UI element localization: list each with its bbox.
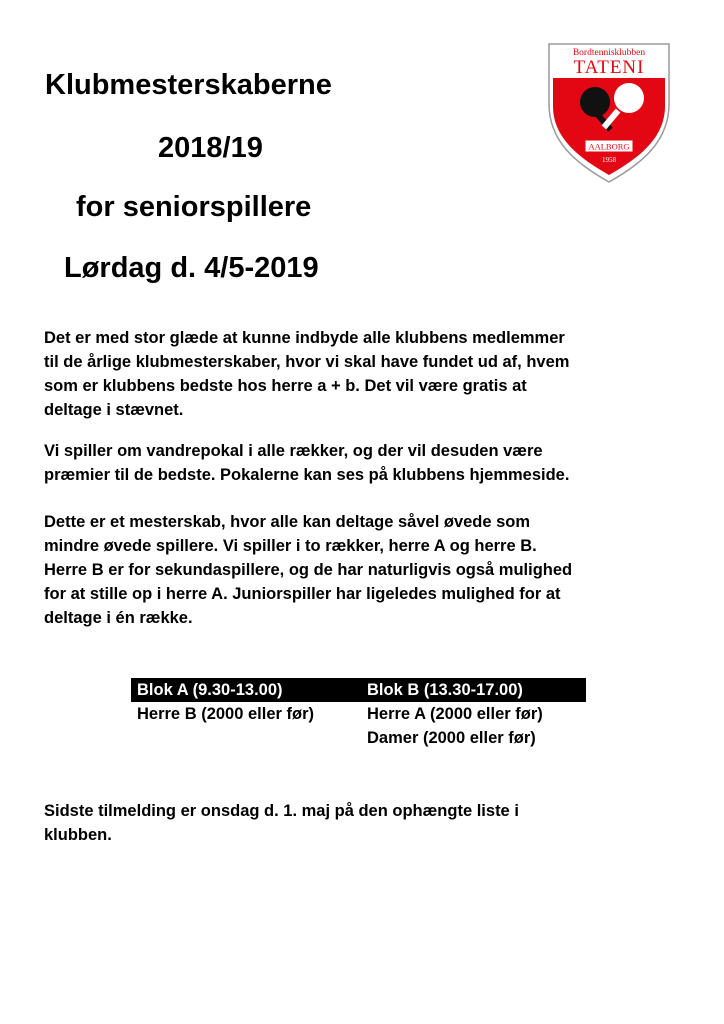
logo-year: 1958	[602, 156, 616, 164]
paragraph-line: deltage i stævnet.	[44, 401, 184, 419]
paragraph-line: klubben.	[44, 826, 112, 844]
logo-city: AALBORG	[588, 141, 630, 152]
paragraph-line: Sidste tilmelding er onsdag d. 1. maj på den ophængte liste i	[44, 802, 519, 820]
club-logo	[545, 42, 673, 184]
prizes-paragraph	[44, 439, 684, 487]
logo-top-text: Bordtennisklubben	[572, 48, 646, 58]
schedule-row	[131, 702, 586, 726]
title-line-4: Lørdag d. 4/5-2019	[64, 252, 319, 284]
format-paragraph	[44, 510, 684, 630]
schedule-header-row	[131, 678, 586, 702]
title-line-2: 2018/19	[158, 132, 263, 164]
schedule-cell: Damer (2000 eller før)	[367, 728, 536, 747]
title-line-1: Klubmesterskaberne	[45, 69, 332, 101]
schedule-cell: Herre A (2000 eller før)	[367, 704, 543, 723]
schedule-table	[131, 678, 586, 750]
schedule-row	[131, 726, 586, 750]
paragraph-line: Herre B er for sekundaspillere, og de har naturligvis også mulighed	[44, 561, 573, 579]
paragraph-line: Det er med stor glæde at kunne indbyde alle klubbens medlemmer	[44, 329, 565, 347]
schedule-cell	[131, 726, 361, 750]
registration-paragraph	[44, 799, 684, 847]
paragraph-line: Vi spiller om vandrepokal i alle rækker, og der vil desuden være	[44, 442, 543, 460]
paragraph-line: til de årlige klubmesterskaber, hvor vi skal have fundet ud af, hvem	[44, 353, 570, 371]
paragraph-line: deltage i én række.	[44, 609, 193, 627]
title-line-3: for seniorspillere	[76, 191, 312, 223]
schedule-cell: Herre B (2000 eller før)	[137, 704, 314, 723]
block-a-header: Blok A (9.30-13.00)	[131, 678, 361, 702]
block-b-header: Blok B (13.30-17.00)	[361, 678, 586, 702]
invitation-paragraph	[44, 326, 684, 422]
paragraph-line: som er klubbens bedste hos herre a + b. Det vil være gratis at	[44, 377, 527, 395]
paragraph-line: mindre øvede spillere. Vi spiller i to rækker, herre A og herre B.	[44, 537, 537, 555]
paragraph-line: præmier til de bedste. Pokalerne kan ses på klubbens hjemmeside.	[44, 466, 570, 484]
paragraph-line: Dette er et mesterskab, hvor alle kan deltage såvel øvede som	[44, 513, 531, 531]
paragraph-line: for at stille op i herre A. Juniorspiller har ligeledes mulighed for at	[44, 585, 561, 603]
logo-name: TATENI	[573, 57, 645, 78]
